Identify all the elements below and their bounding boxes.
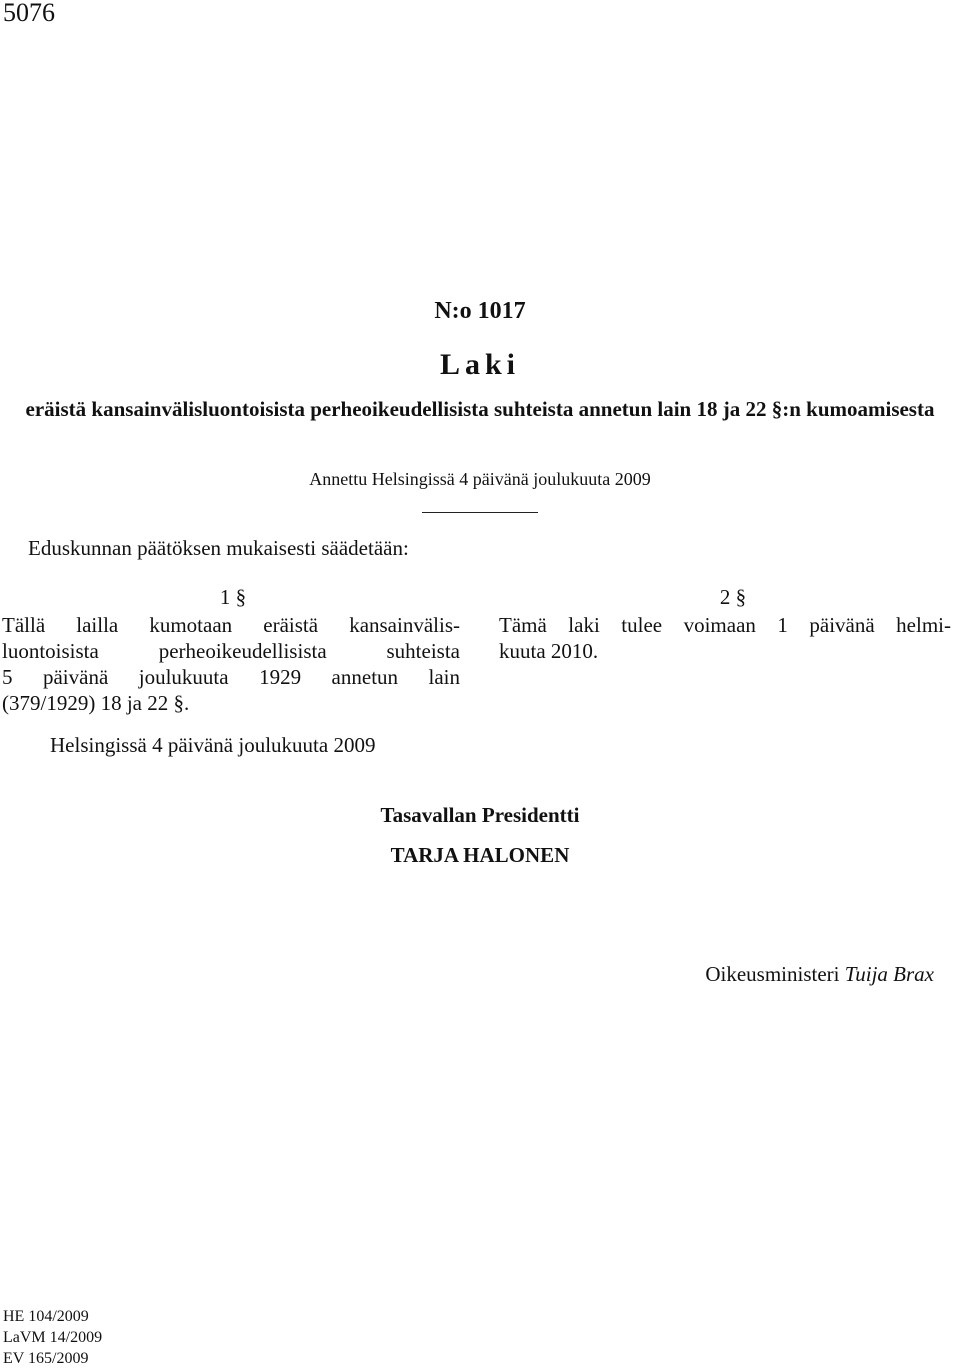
signer-title: Tasavallan Presidentti bbox=[380, 803, 580, 827]
law-number: N:o 1017 bbox=[434, 298, 526, 324]
law-title: Laki bbox=[439, 348, 521, 381]
law-subtitle: eräistä kansainvälisluontoisista perheoikeudellisista suhteista annetun lain 18 ja 22 §:n kumoamisesta bbox=[25, 397, 935, 421]
page-number: 5076 bbox=[3, 0, 55, 27]
section-2-line: Tämä laki tulee voimaan 1 päivänä helmi- bbox=[499, 613, 951, 637]
section-2-text bbox=[499, 612, 951, 664]
section-1-line: 5 päivänä joulukuuta 1929 annetun lain bbox=[2, 665, 460, 689]
reference-item: LaVM 14/2009 bbox=[3, 1329, 103, 1346]
minister-name: Tuija Brax bbox=[844, 962, 934, 986]
place-date: Helsingissä 4 päivänä joulukuuta 2009 bbox=[50, 733, 376, 757]
section-1-text bbox=[2, 612, 460, 716]
title-divider bbox=[422, 512, 538, 513]
section-1-heading: 1 § bbox=[219, 585, 247, 609]
reference-item: HE 104/2009 bbox=[3, 1308, 89, 1325]
section-2-heading: 2 § bbox=[719, 585, 747, 609]
minister-role: Oikeusministeri bbox=[705, 962, 840, 986]
issued-line: Annettu Helsingissä 4 päivänä joulukuuta 2009 bbox=[309, 469, 651, 489]
preamble: Eduskunnan päätöksen mukaisesti säädetään: bbox=[28, 536, 409, 560]
references bbox=[3, 1306, 102, 1369]
section-1-line: (379/1929) 18 ja 22 §. bbox=[2, 691, 190, 715]
minister-signature bbox=[705, 962, 934, 987]
reference-item: EV 165/2009 bbox=[3, 1350, 89, 1367]
signer-name: TARJA HALONEN bbox=[390, 843, 570, 867]
section-2-line: kuuta 2010. bbox=[499, 639, 599, 663]
section-1-line: Tällä lailla kumotaan eräistä kansainvälis- bbox=[2, 613, 460, 637]
section-1-line: luontoisista perheoikeudellisista suhteista bbox=[2, 639, 460, 663]
